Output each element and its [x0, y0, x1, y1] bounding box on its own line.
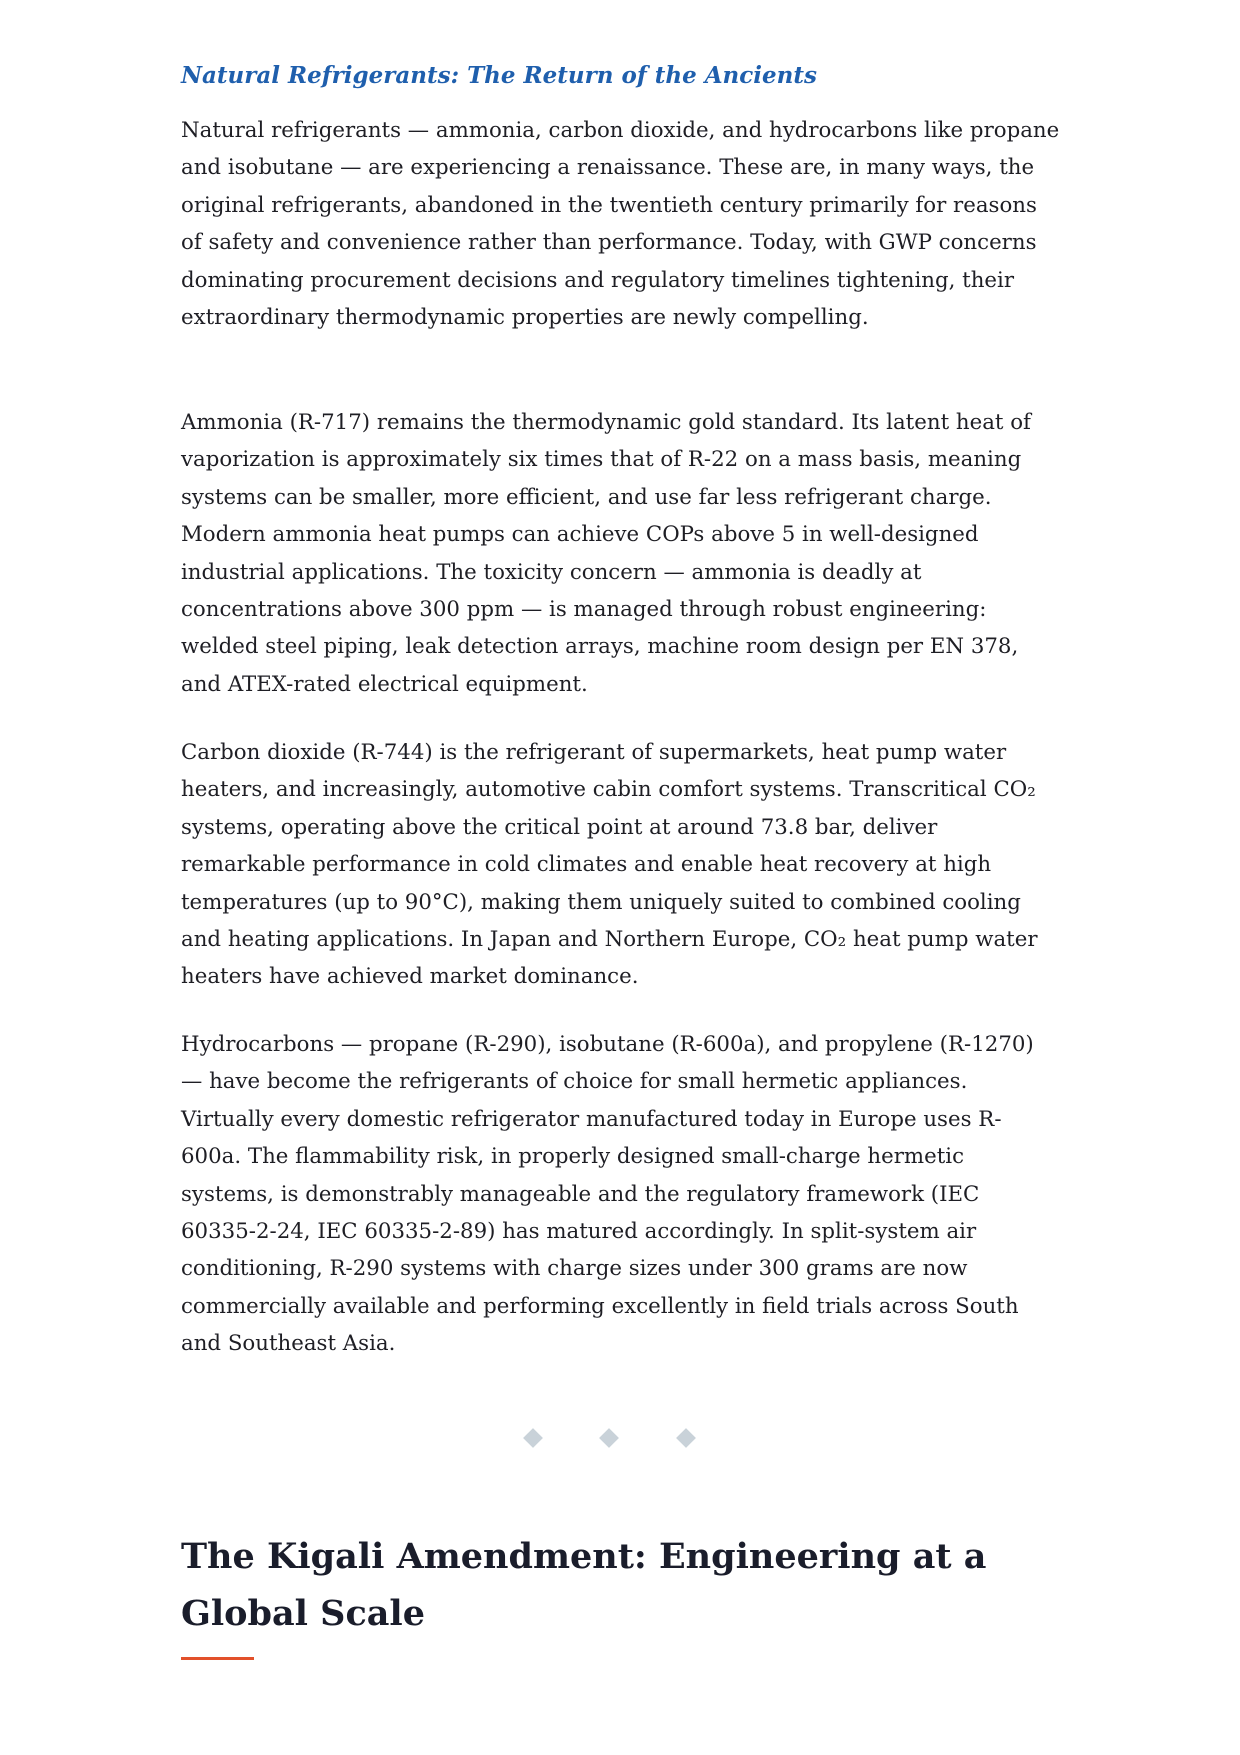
paragraph-ammonia: Ammonia (R-717) remains the thermodynamic gold standard. Its latent heat of vaporization is approximately six times that of R-22 on a mass basis, meaning systems can be smaller, more efficient, and use far less refrigerant charge. Modern ammonia heat pumps can achieve COPs above 5 in well-designed industrial applications. The toxicity concern — ammonia is deadly at concentrations above 300 ppm — is managed through robust engineering: welded steel piping, leak detection arrays, machine room design per EN 378, and ATEX-rated electrical equipment.: [181, 410, 1031, 697]
subsection-heading: Natural Refrigerants: The Return of the Ancients: [181, 62, 817, 89]
paragraph-hydrocarbons: Hydrocarbons — propane (R-290), isobutane (R-600a), and propylene (R-1270) — have become the refrigerants of choice for small hermetic appliances. Virtually every domestic refrigerator manufactured today in Europe uses R-600a. The flammability risk, in properly designed small-charge hermetic systems, is demonstrably manageable and the regulatory framework (IEC 60335-2-24, IEC 60335-2-89) has matured accordingly. In split-system air conditioning, R-290 systems with charge sizes under 300 grams are now commercially available and performing excellently in field trials across South and Southeast Asia.: [181, 1032, 1034, 1357]
heading-accent-rule: [181, 1657, 254, 1660]
paragraph-carbon-dioxide: Carbon dioxide (R-744) is the refrigerant of supermarkets, heat pump water heaters, and increasingly, automotive cabin comfort systems. Transcritical CO₂ systems, operating above the critical point at around 73.8 bar, deliver remarkable performance in cold climates and enable heat recovery at high temperatures (up to 90°C), making them uniquely suited to combined cooling and heating applications. In Japan and Northern Europe, CO₂ heat pump water heaters have achieved market dominance.: [181, 740, 1038, 990]
diamond-separator-icon: [599, 1428, 619, 1448]
paragraph-natural-refrigerants-intro: Natural refrigerants — ammonia, carbon dioxide, and hydrocarbons like propane and isobutane — are experiencing a renaissance. These are, in many ways, the original refrigerants, abandoned in the twentieth century primarily for reasons of safety and convenience rather than performance. Today, with GWP concerns dominating procurement decisions and regulatory timelines tightening, their extraordinary thermodynamic properties are newly compelling.: [181, 118, 1060, 331]
diamond-separator-icon: [676, 1428, 696, 1448]
diamond-separator-icon: [523, 1428, 543, 1448]
section-heading: The Kigali Amendment: Engineering at a Global Scale: [181, 1536, 987, 1634]
section-separator: [181, 1424, 1061, 1454]
